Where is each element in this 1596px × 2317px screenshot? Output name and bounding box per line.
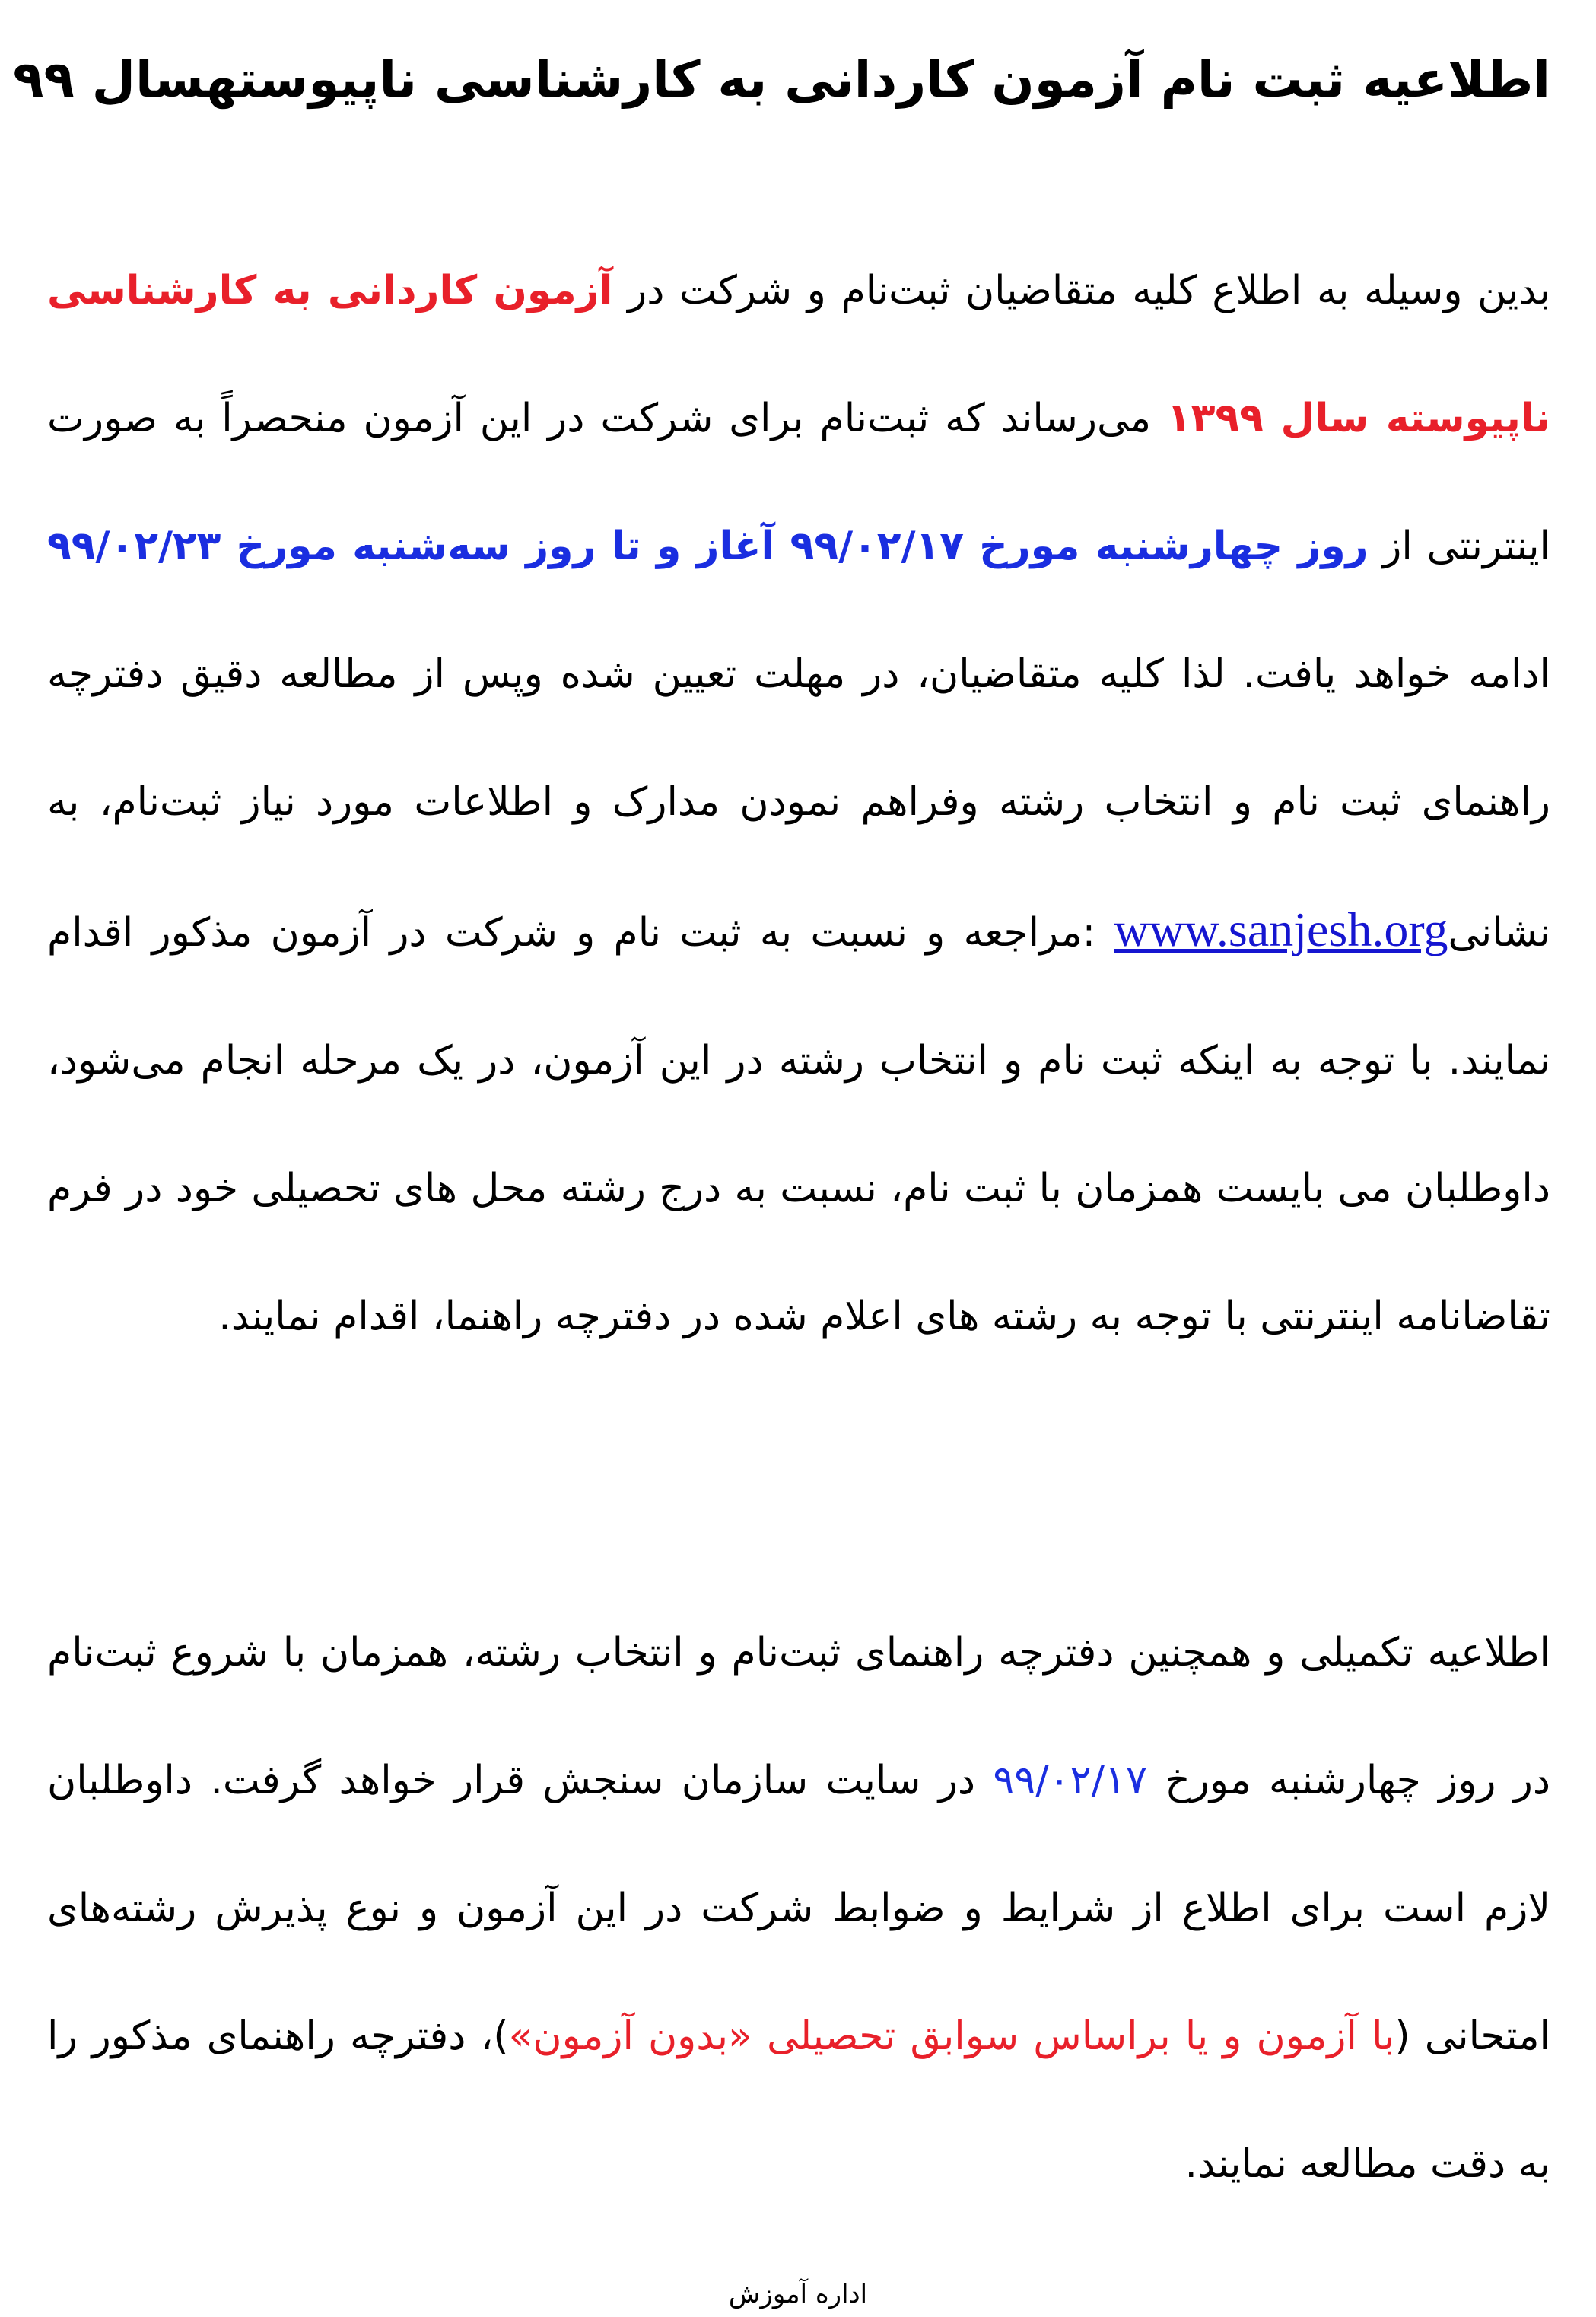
sanjesh-website-link[interactable]: www.sanjesh.org [1114,902,1448,956]
paragraph-text: در سایت سازمان سنجش قرار خواهد گرفت. داوطلبان لازم است برای اطلاع از شرایط و ضوابط شرکت در این آزمون و نوع پذیرش رشته‌های امتحانی ( [47,1758,1550,2059]
paragraph-text: :مراجعه و نسبت به ثبت نام و شرکت در آزمون مذکور اقدام نمایند. با توجه به اینکه ثبت نام و انتخاب رشته در این آزمون، در یک مرحله انجام می‌شود، داوطلبان می بایست همزمان با ثبت نام، نسبت به درج رشته محل های تحصیلی خود در فرم تقاضانامه اینترنتی با توجه به رشته های اعلام شده در دفترچه راهنما، اقدام نمایند. [47,910,1550,1339]
announcement-paragraph-2 [47,1589,1550,2228]
admission-modes-highlight: با آزمون و یا براساس سوابق تحصیلی «بدون آزمون» [508,2013,1395,2059]
paragraph-text: )، دفترچه راهنمای مذکور را به دقت مطالعه نمایند. [47,2013,1550,2187]
paragraph-text: ادامه خواهد یافت. لذا کلیه متقاضیان، در مهلت تعیین شده وپس از مطالعه دقیق دفترچه راهنمای ثبت نام و انتخاب رشته وفراهم نمودن مدارک و اطلاعات مورد نیاز ثبت‌نام، به نشانی [47,651,1550,956]
announcement-paragraph-1 [47,227,1550,1380]
footer-signature: اداره آموزش [728,2279,868,2309]
paragraph-text: می‌رساند که ثبت‌نام برای شرکت در این آزمون منحصراً به صورت اینترنتی از [47,396,1550,569]
registration-period-highlight: روز چهارشنبه مورخ ۹۹/۰۲/۱۷ آغاز و تا روز سه‌شنبه مورخ ۹۹/۰۲/۲۳ [47,524,1369,569]
start-date: ۹۹/۰۲/۱۷ [993,1758,1147,1803]
paragraph-text: بدین وسیله به اطلاع کلیه متقاضیان ثبت‌نام و شرکت در [612,268,1550,313]
page-title: اطلاعیه ثبت نام آزمون کاردانی به کارشناسی ناپیوستهسال ۹۹ [13,50,1550,109]
paragraph-text: اطلاعیه تکمیلی و همچنین دفترچه راهنمای ثبت‌نام و انتخاب رشته، همزمان با شروع ثبت‌نام در روز چهارشنبه مورخ [47,1630,1551,1803]
exam-name-highlight: آزمون کاردانی به کارشناسی ناپیوسته سال ۱۳۹۹ [47,268,1550,441]
